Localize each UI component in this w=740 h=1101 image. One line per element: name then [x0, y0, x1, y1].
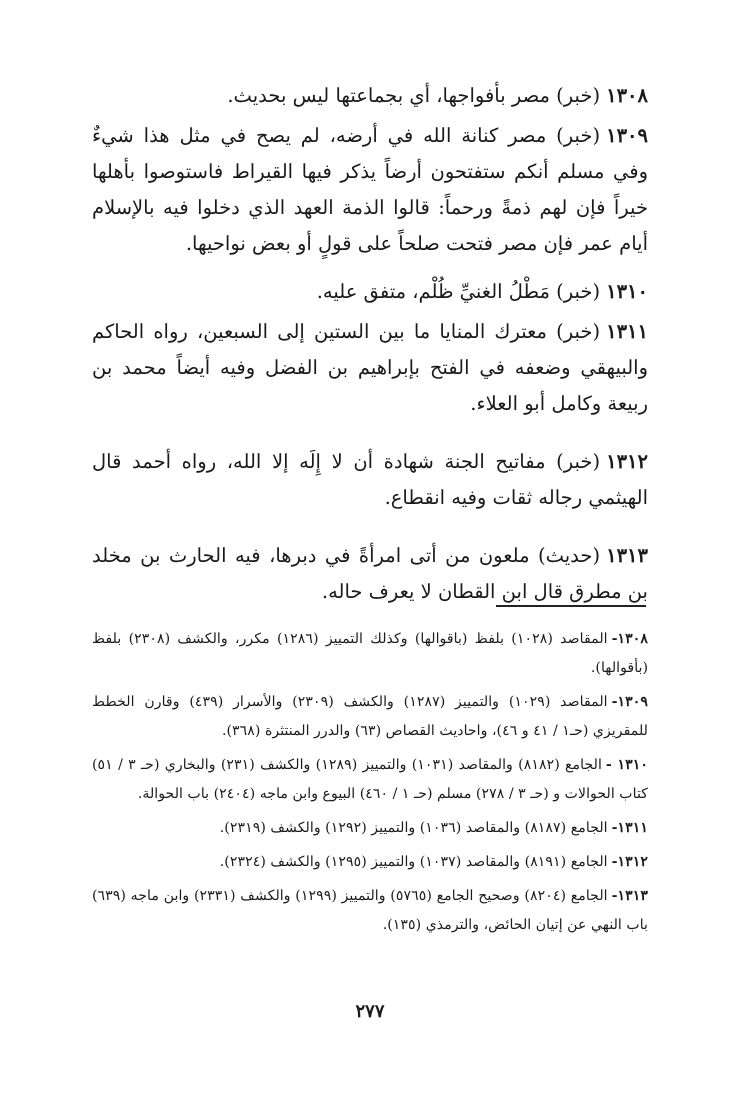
main-text [92, 78, 648, 610]
footnote-text: الجامع (٨١٨٢) والمقاصد (١٠٣١) والتمييز (١٢٨٩) والكشف (٢٣١) والبخاري (حـ ٣ / ٥١) كتاب الحوالات و (حـ ٣ / ٢٧٨) مسلم (حـ ١ / ٤٦٠) البيوع وابن ماجه (٢٤٠٤) باب الحوالة. [92, 757, 648, 802]
entry-number: ١٣١١ [606, 320, 648, 343]
entry-1308 [92, 78, 648, 114]
footnote-text: الجامع (٨١٩١) والمقاصد (١٠٣٧) والتمييز (١٢٩٥) والكشف (٢٣٢٤). [219, 854, 608, 870]
entry-1313 [92, 538, 648, 610]
entry-text: (خبر) معترك المنايا ما بين الستين إلى السبعين، رواه الحاكم والبيهقي وضعفه في الفتح بإبراهيم بن الفضل وفيه أيضاً محمد بن ربيعة وكامل أبو العلاء. [92, 320, 648, 415]
footnote-number: ١٣١٢- [611, 854, 648, 870]
footnote-text: المقاصد (١٠٢٨) بلفظ (باقوالها) وكذلك التمييز (١٢٨٦) مكرر، والكشف (٢٣٠٨) بلفظ (بأقوالها). [92, 631, 648, 676]
entry-number: ١٣١٢ [606, 450, 648, 473]
footnote-number: ١٣٠٩- [611, 694, 649, 710]
entry-number: ١٣١٣ [606, 544, 648, 567]
footnote-1309 [92, 688, 648, 746]
entry-text: (خبر) مصر كنانة الله في أرضه، لم يصح في مثل هذا شيءٌ وفي مسلم أنكم ستفتحون أرضاً يذكر فيها القيراط فاستوصوا بأهلها خيراً فإن لهم ذمةً ورحماً: قالوا الذمة العهد الذي دخلوا فيه بالإسلام أيام عمر فإن مصر فتحت صلحاً على قولٍ أو بعض نواحيها. [92, 124, 648, 255]
entry-number: ١٣٠٩ [606, 124, 648, 147]
entry-text: (خبر) مصر بأفواجها، أي بجماعتها ليس بحديث. [227, 84, 601, 107]
footnote-text: الجامع (٨٢٠٤) وصحيح الجامع (٥٧٦٥) والتمييز (١٢٩٩) والكشف (٢٣٣١) وابن ماجه (٦٣٩) باب النهي عن إتيان الحائض، والترمذي (١٣٥). [92, 888, 648, 933]
footnote-text: الجامع (٨١٨٧) والمقاصد (١٠٣٦) والتمييز (١٢٩٢) والكشف (٢٣١٩). [219, 820, 608, 836]
entry-text: (خبر) مفاتيح الجنة شهادة أن لا إِلَه إلا الله، رواه أحمد قال الهيثمي رجاله ثقات وفيه انقطاع. [92, 450, 648, 509]
footnote-divider [496, 605, 646, 607]
footnote-number: ١٣١٠ - [605, 757, 648, 773]
footnote-number: ١٣٠٨- [611, 631, 648, 647]
entry-1310 [92, 274, 648, 310]
footnotes [92, 625, 648, 940]
footnote-1308 [92, 625, 648, 683]
footnote-1310 [92, 751, 648, 809]
entry-text: (حديث) ملعون من أتى امرأةً في دبرها، فيه الحارث بن مخلد بن مطرق قال ابن القطان لا يعرف حاله. [92, 544, 648, 603]
footnote-number: ١٣١٣- [611, 888, 648, 904]
entry-1309 [92, 118, 648, 262]
entry-1312 [92, 444, 648, 516]
footnote-1311 [92, 814, 648, 843]
footnote-number: ١٣١١- [611, 820, 648, 836]
page-number: ٢٧٧ [355, 1001, 385, 1022]
footnote-1312 [92, 848, 648, 877]
entry-number: ١٣١٠ [606, 280, 648, 303]
footnote-1313 [92, 882, 648, 940]
entry-text: (خبر) مَطْلُ الغنيِّ ظُلْم، متفق عليه. [316, 280, 601, 303]
entry-number: ١٣٠٨ [606, 84, 648, 107]
entry-1311 [92, 314, 648, 422]
footnote-text: المقاصد (١٠٢٩) والتمييز (١٢٨٧) والكشف (٢٣٠٩) والأسرار (٤٣٩) وقارن الخطط للمقريزي (حـ١ / ٤١ و ٤٦)، واحاديث القصاص (٦٣) والدرر المنتثرة (٣٦٨). [92, 694, 648, 739]
